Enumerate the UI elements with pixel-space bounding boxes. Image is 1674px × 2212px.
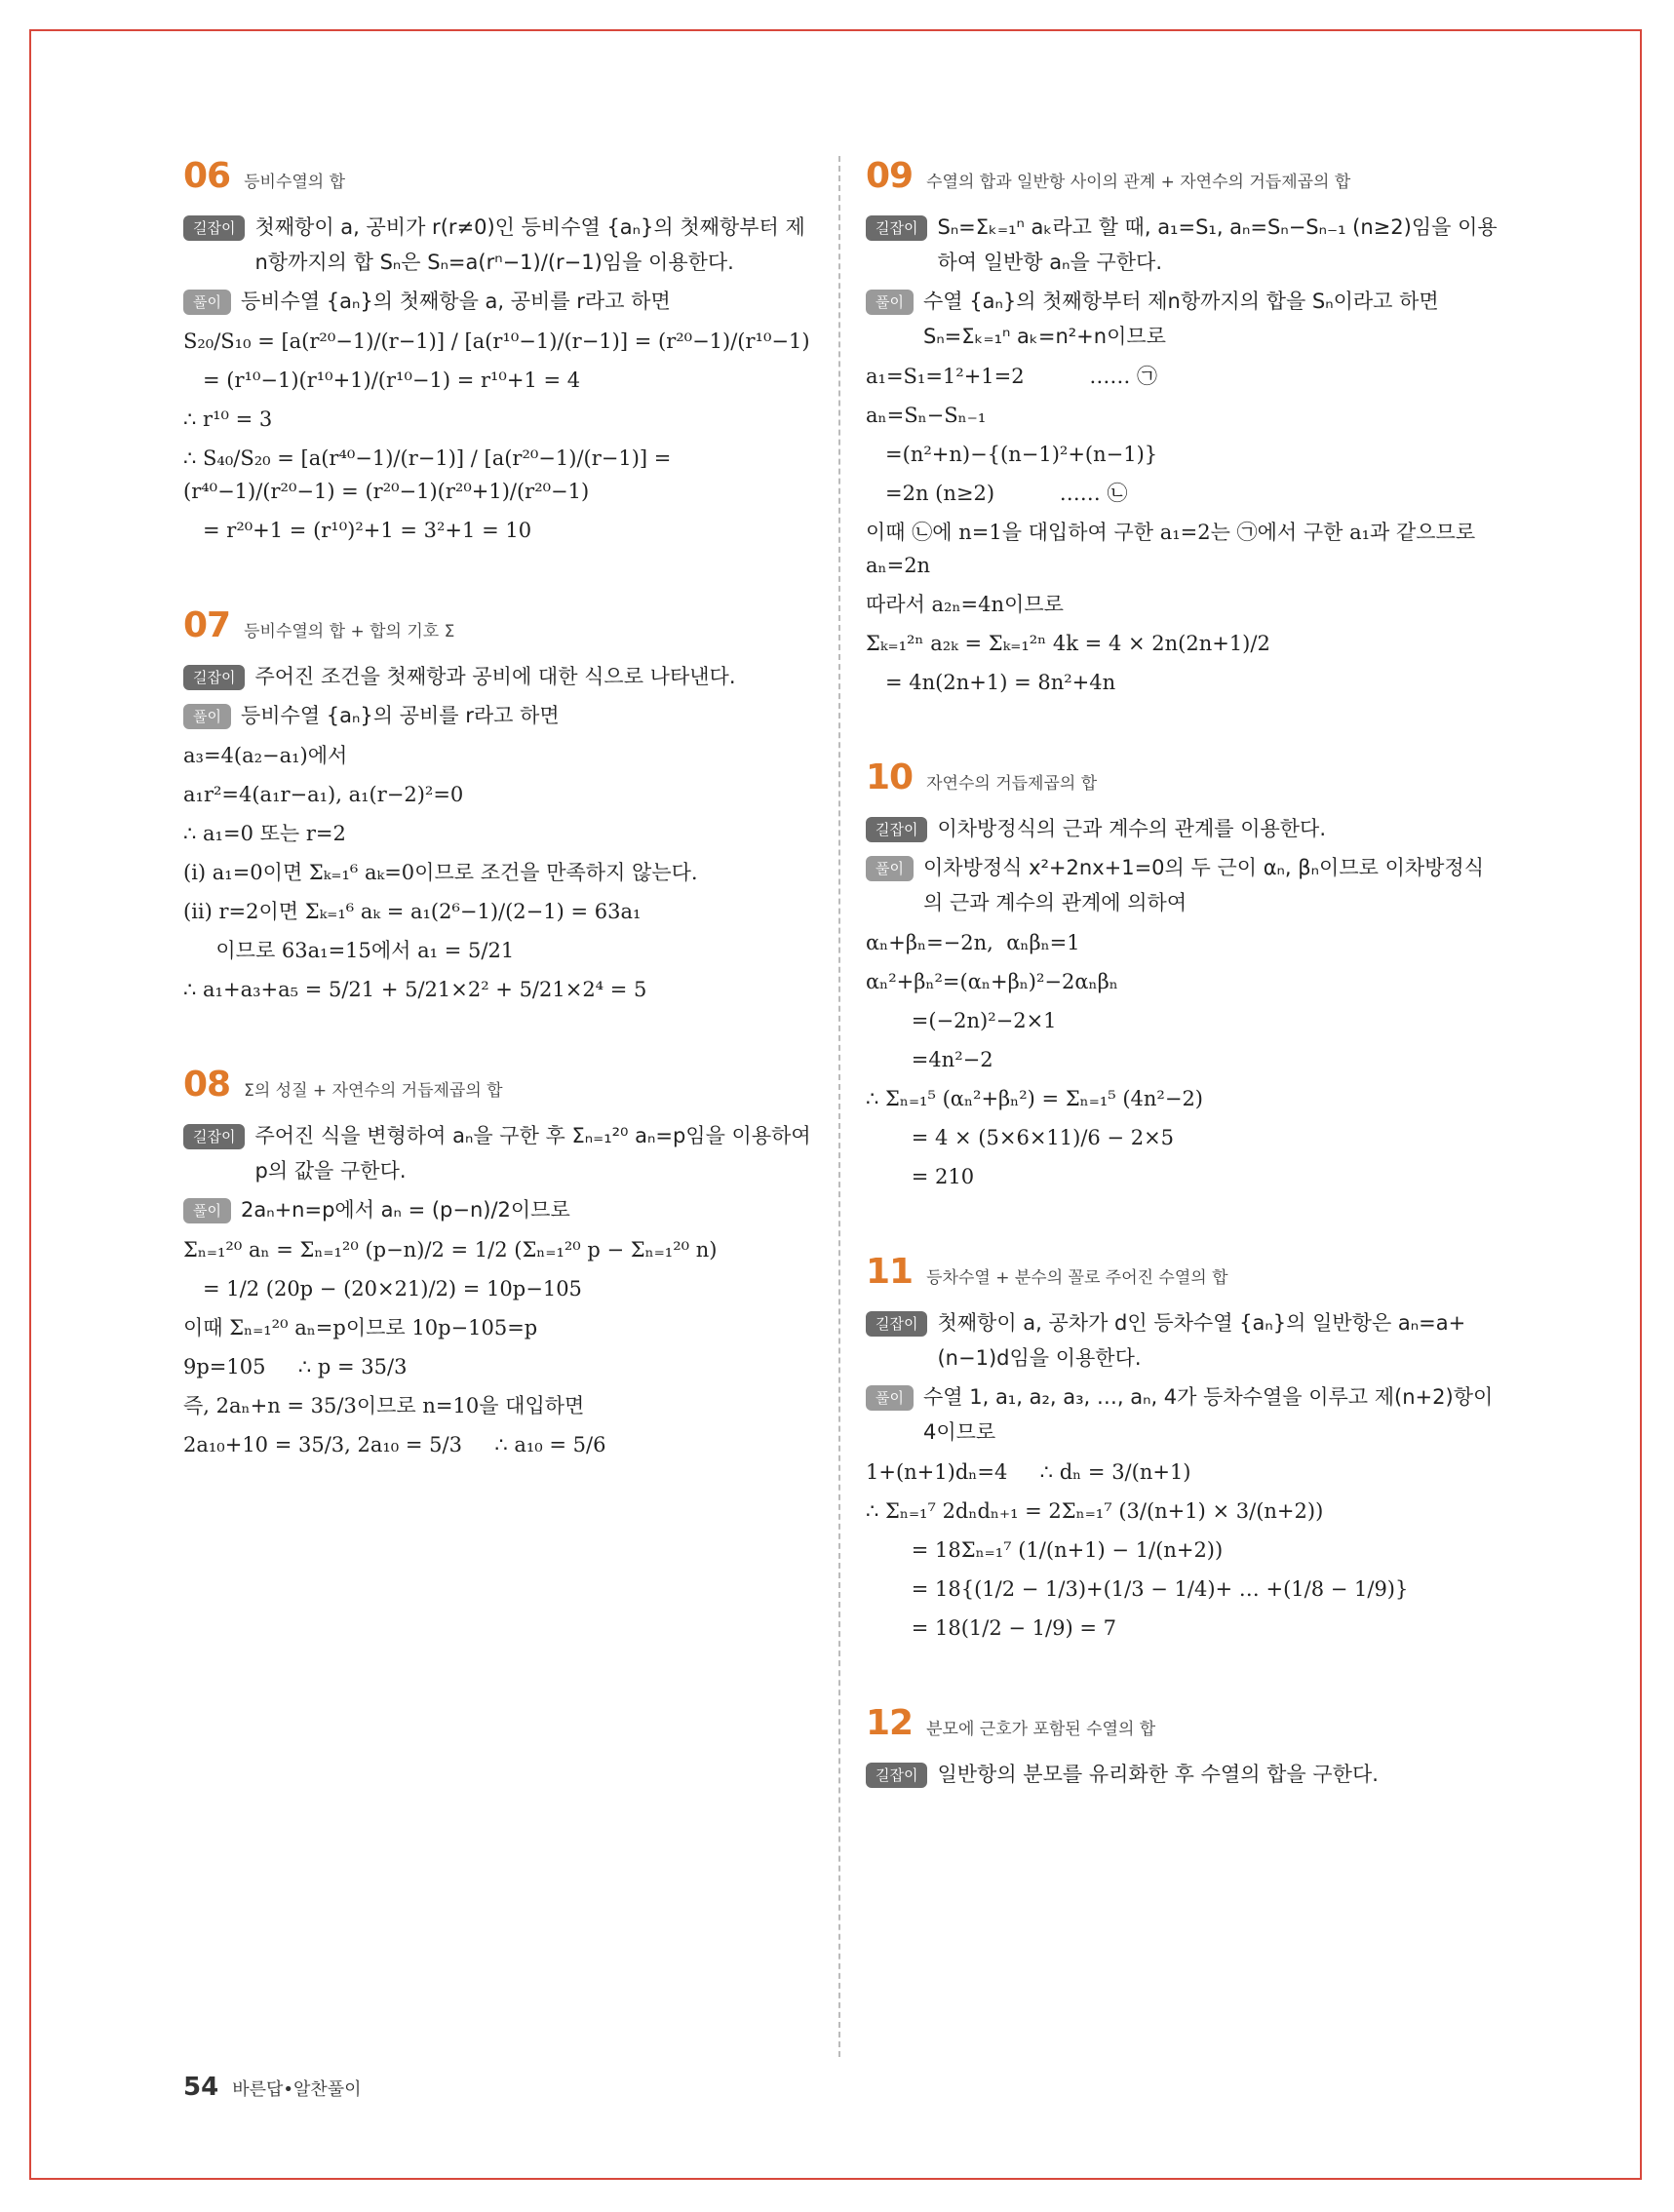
problem-number: 08: [183, 1065, 231, 1105]
hint-text: 주어진 조건을 첫째항과 공비에 대한 식으로 나타낸다.: [254, 665, 736, 688]
hint-text: Sₙ=Σₖ₌₁ⁿ aₖ라고 할 때, a₁=S₁, aₙ=Sₙ−Sₙ₋₁ (n≥2)임을 이용하여 일반항 aₙ을 구한다.: [937, 215, 1498, 274]
problem-title: 등비수열의 합: [244, 173, 346, 192]
solution-text: 2aₙ+n=p에서 aₙ = (p−n)/2이므로: [240, 1198, 570, 1222]
problem-09: [866, 156, 1499, 699]
math-line: Σₙ₌₁²⁰ aₙ = Σₙ₌₁²⁰ (p−n)/2 = 1/2 (Σₙ₌₁²⁰ p − Σₙ₌₁²⁰ n): [183, 1238, 718, 1261]
math-line: = 18(1/2 − 1/9) = 7: [866, 1616, 1116, 1640]
problem-07: [183, 605, 817, 1006]
hint-badge: 길잡이: [866, 215, 927, 241]
solution-badge: 풀이: [866, 856, 914, 881]
hint-badge: 길잡이: [866, 1311, 927, 1337]
math-line: ∴ S₄₀/S₂₀ = [a(r⁴⁰−1)/(r−1)] / [a(r²⁰−1)/(r−1)] = (r⁴⁰−1)/(r²⁰−1) = (r²⁰−1)(r²⁰+1)/(r²⁰−1): [183, 446, 672, 503]
math-line: ∴ Σₙ₌₁⁵ (αₙ²+βₙ²) = Σₙ₌₁⁵ (4n²−2): [866, 1087, 1203, 1110]
math-line: = 18{(1/2 − 1/3)+(1/3 − 1/4)+ … +(1/8 − 1/9)}: [866, 1577, 1409, 1601]
math-line: aₙ=Sₙ−Sₙ₋₁: [866, 404, 987, 427]
math-line: = 1/2 (20p − (20×21)/2) = 10p−105: [183, 1277, 582, 1300]
solution-badge: 풀이: [866, 290, 914, 315]
math-line: a₁=S₁=1²+1=2 …… ㉠: [866, 365, 1158, 388]
hint-text: 일반항의 분모를 유리화한 후 수열의 합을 구한다.: [937, 1763, 1379, 1786]
math-line: αₙ²+βₙ²=(αₙ+βₙ)²−2αₙβₙ: [866, 970, 1118, 993]
solution-badge: 풀이: [183, 1198, 231, 1223]
problem-title: 분모에 근호가 포함된 수열의 합: [926, 1720, 1156, 1739]
page-number: 54: [183, 2073, 219, 2102]
math-line: 이때 Σₙ₌₁²⁰ aₙ=p이므로 10p−105=p: [183, 1316, 538, 1339]
problem-number: 06: [183, 156, 231, 196]
hint-badge: 길잡이: [183, 665, 245, 690]
problem-12: [866, 1703, 1499, 1792]
math-line: = 4 × (5×6×11)/6 − 2×5: [866, 1126, 1175, 1149]
problem-title: 자연수의 거듭제곱의 합: [926, 774, 1098, 794]
hint-text: 이차방정식의 근과 계수의 관계를 이용한다.: [937, 817, 1327, 840]
solution-badge: 풀이: [866, 1385, 914, 1411]
math-line: S₂₀/S₁₀ = [a(r²⁰−1)/(r−1)] / [a(r¹⁰−1)/(r−1)] = (r²⁰−1)/(r¹⁰−1): [183, 330, 810, 353]
math-line: 따라서 a₂ₙ=4n이므로: [866, 593, 1064, 616]
math-line: a₁r²=4(a₁r−a₁), a₁(r−2)²=0: [183, 783, 464, 806]
hint-badge: 길잡이: [866, 1763, 927, 1788]
math-line: =4n²−2: [866, 1048, 993, 1071]
hint-badge: 길잡이: [183, 215, 245, 241]
hint-badge: 길잡이: [866, 817, 927, 842]
problem-number: 09: [866, 156, 914, 196]
math-line: 이므로 63a₁=15에서 a₁ = 5/21: [183, 939, 515, 962]
problem-10: [866, 757, 1499, 1193]
math-line: ∴ r¹⁰ = 3: [183, 407, 273, 431]
problem-title: 수열의 합과 일반항 사이의 관계 + 자연수의 거듭제곱의 합: [926, 173, 1351, 192]
math-line: = 210: [866, 1165, 975, 1188]
math-line: (ⅱ) r=2이면 Σₖ₌₁⁶ aₖ = a₁(2⁶−1)/(2−1) = 63a₁: [183, 900, 642, 923]
math-line: 1+(n+1)dₙ=4 ∴ dₙ = 3/(n+1): [866, 1460, 1191, 1484]
math-line: αₙ+βₙ=−2n, αₙβₙ=1: [866, 931, 1080, 954]
hint-badge: 길잡이: [183, 1124, 245, 1149]
math-line: = 18Σₙ₌₁⁷ (1/(n+1) − 1/(n+2)): [866, 1538, 1224, 1562]
problem-11: [866, 1252, 1499, 1645]
left-column: [183, 156, 817, 1520]
solution-text: 수열 1, a₁, a₂, a₃, …, aₙ, 4가 등차수열을 이루고 제(n+2)항이 4이므로: [922, 1385, 1494, 1444]
math-line: =2n (n≥2) …… ㉡: [866, 482, 1128, 505]
problem-title: Σ의 성질 + 자연수의 거듭제곱의 합: [244, 1081, 503, 1101]
math-line: ∴ a₁+a₃+a₅ = 5/21 + 5/21×2² + 5/21×2⁴ = 5: [183, 978, 647, 1001]
math-line: ∴ a₁=0 또는 r=2: [183, 822, 346, 845]
math-line: a₃=4(a₂−a₁)에서: [183, 744, 348, 767]
math-line: Σₖ₌₁²ⁿ a₂ₖ = Σₖ₌₁²ⁿ 4k = 4 × 2n(2n+1)/2: [866, 632, 1270, 655]
solution-text: 등비수열 {aₙ}의 첫째항을 a, 공비를 r라고 하면: [240, 290, 671, 313]
solution-text: 수열 {aₙ}의 첫째항부터 제n항까지의 합을 Sₙ이라고 하면 Sₙ=Σₖ₌₁ⁿ aₖ=n²+n이므로: [922, 290, 1439, 348]
solution-text: 이차방정식 x²+2nx+1=0의 두 근이 αₙ, βₙ이므로 이차방정식의 근과 계수의 관계에 의하여: [922, 856, 1485, 914]
math-line: (ⅰ) a₁=0이면 Σₖ₌₁⁶ aₖ=0이므로 조건을 만족하지 않는다.: [183, 861, 698, 884]
problem-number: 10: [866, 757, 914, 797]
math-line: =(−2n)²−2×1: [866, 1009, 1057, 1032]
math-line: = 4n(2n+1) = 8n²+4n: [866, 671, 1116, 694]
problem-title: 등비수열의 합 + 합의 기호 Σ: [244, 622, 455, 641]
right-column: [866, 156, 1499, 1850]
solution-badge: 풀이: [183, 290, 231, 315]
math-line: = (r¹⁰−1)(r¹⁰+1)/(r¹⁰−1) = r¹⁰+1 = 4: [183, 369, 581, 392]
problem-title: 등차수열 + 분수의 꼴로 주어진 수열의 합: [926, 1268, 1228, 1288]
math-line: 이때 ㉡에 n=1을 대입하여 구한 a₁=2는 ㉠에서 구한 a₁과 같으므로 aₙ=2n: [866, 521, 1476, 577]
problem-number: 07: [183, 605, 231, 645]
hint-text: 주어진 식을 변형하여 aₙ을 구한 후 Σₙ₌₁²⁰ aₙ=p임을 이용하여 p의 값을 구한다.: [254, 1124, 811, 1183]
math-line: 2a₁₀+10 = 35/3, 2a₁₀ = 5/3 ∴ a₁₀ = 5/6: [183, 1433, 606, 1456]
page-footer: [183, 2073, 362, 2102]
math-line: ∴ Σₙ₌₁⁷ 2dₙdₙ₊₁ = 2Σₙ₌₁⁷ (3/(n+1) × 3/(n+2)): [866, 1499, 1324, 1523]
solution-text: 등비수열 {aₙ}의 공비를 r라고 하면: [240, 704, 560, 727]
math-line: 9p=105 ∴ p = 35/3: [183, 1355, 408, 1378]
problem-08: [183, 1065, 817, 1461]
footer-label: 바른답•알찬풀이: [232, 2079, 362, 2100]
hint-text: 첫째항이 a, 공비가 r(r≠0)인 등비수열 {aₙ}의 첫째항부터 제n항까지의 합 Sₙ은 Sₙ=a(rⁿ−1)/(r−1)임을 이용한다.: [254, 215, 805, 274]
math-line: =(n²+n)−{(n−1)²+(n−1)}: [866, 443, 1158, 466]
solution-badge: 풀이: [183, 704, 231, 729]
math-line: = r²⁰+1 = (r¹⁰)²+1 = 3²+1 = 10: [183, 519, 532, 542]
hint-text: 첫째항이 a, 공차가 d인 등차수열 {aₙ}의 일반항은 aₙ=a+(n−1)d임을 이용한다.: [937, 1311, 1466, 1370]
problem-06: [183, 156, 817, 547]
problem-number: 11: [866, 1252, 914, 1292]
math-line: 즉, 2aₙ+n = 35/3이므로 n=10을 대입하면: [183, 1394, 585, 1417]
column-divider: [838, 156, 840, 2057]
problem-number: 12: [866, 1703, 914, 1743]
